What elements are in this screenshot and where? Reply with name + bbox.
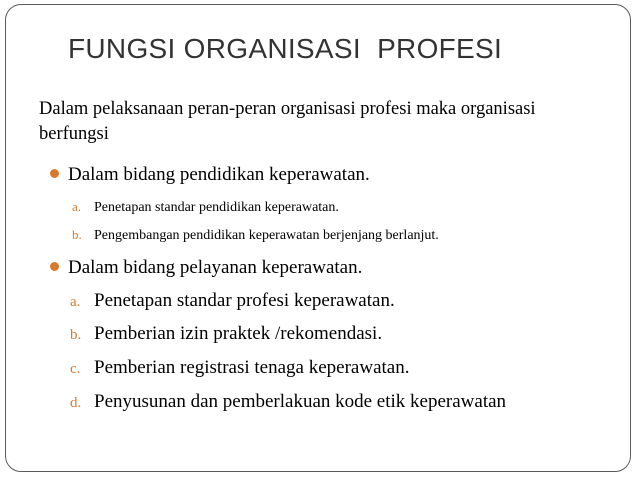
list-item-letter: a. xyxy=(70,294,81,310)
bullet-dot-icon xyxy=(50,169,59,178)
list-item xyxy=(70,323,382,345)
slide-title: FUNGSI ORGANISASI PROFESI xyxy=(68,33,503,64)
list-item xyxy=(70,290,395,312)
list-item-text: Penetapan standar profesi keperawatan. xyxy=(94,290,395,311)
section-heading-service xyxy=(50,257,362,279)
list-item-letter: b. xyxy=(72,227,82,242)
section-heading-education xyxy=(50,164,370,186)
list-item-text: Penyusunan dan pemberlakuan kode etik keperawatan xyxy=(94,391,507,412)
list-item-letter: c. xyxy=(70,361,81,377)
slide-frame xyxy=(5,4,631,472)
section-heading-label: Dalam bidang pendidikan keperawatan. xyxy=(68,164,370,185)
list-item-letter: a. xyxy=(72,199,82,214)
list-item-text: Pemberian registrasi tenaga keperawatan. xyxy=(94,357,410,378)
list-item xyxy=(72,227,439,244)
list-item xyxy=(70,357,409,379)
list-item-letter: d. xyxy=(70,395,82,411)
list-item-text: Pemberian izin praktek /rekomendasi. xyxy=(94,323,383,344)
list-item-text: Penetapan standar pendidikan keperawatan. xyxy=(94,200,339,215)
list-item xyxy=(72,199,339,216)
list-item-text: Pengembangan pendidikan keperawatan berjenjang berlanjut. xyxy=(94,228,439,243)
bullet-dot-icon xyxy=(50,262,59,271)
list-item-letter: b. xyxy=(70,327,82,343)
intro-paragraph: Dalam pelaksanaan peran-peran organisasi profesi maka organisasi berfungsi xyxy=(39,99,536,144)
list-item xyxy=(70,391,506,413)
section-heading-label: Dalam bidang pelayanan keperawatan. xyxy=(68,257,363,278)
